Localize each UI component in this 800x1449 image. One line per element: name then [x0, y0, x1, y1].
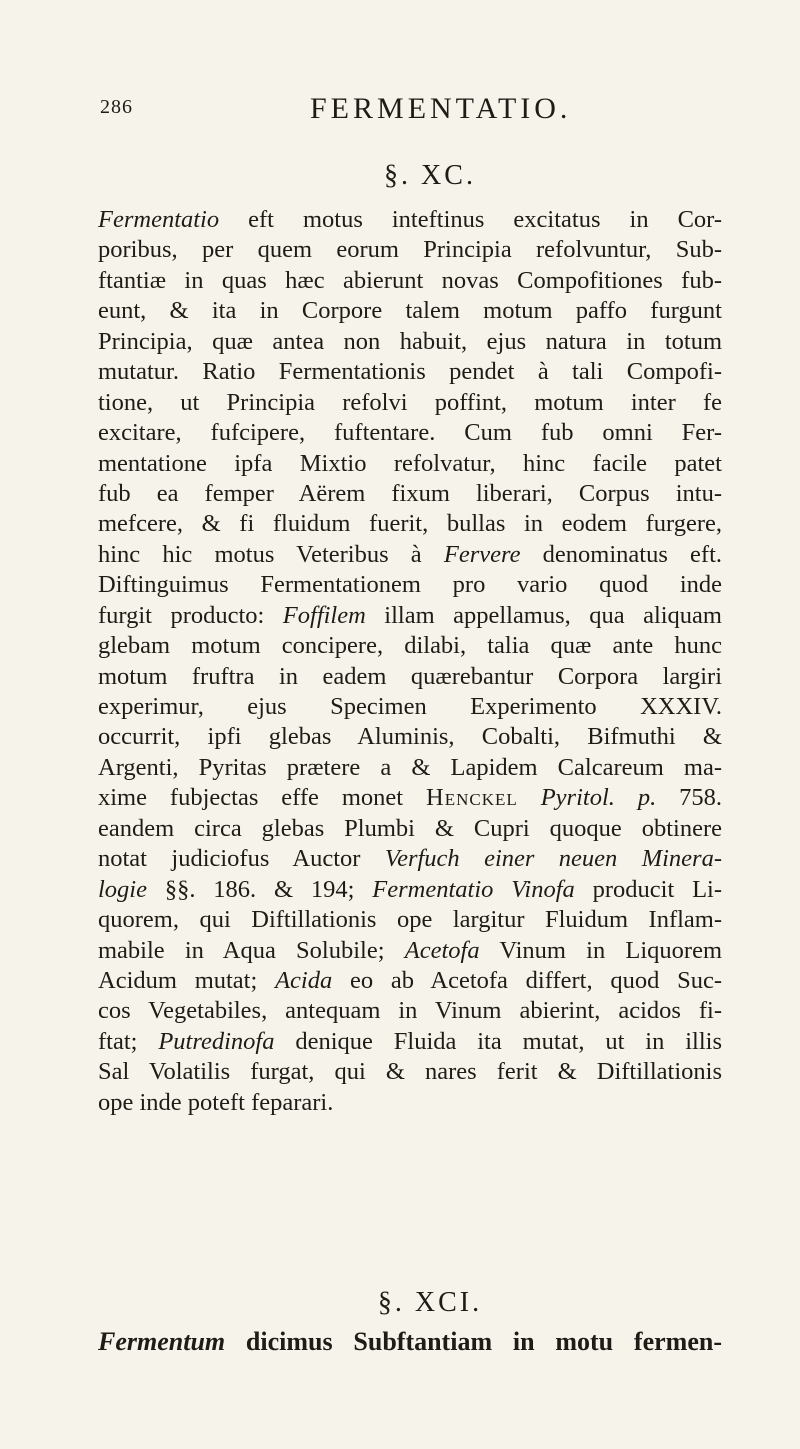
- text-line: [98, 875, 722, 905]
- text-run: notat judiciofus Auctor: [98, 845, 385, 873]
- text-line: [98, 357, 722, 387]
- italic-text: Foffilem: [282, 601, 366, 629]
- text-run: dicimus Subftantiam in motu fermen-: [225, 1327, 722, 1356]
- text-run: ftantiæ in quas hæc abierunt novas Compofitiones fub-: [98, 266, 722, 294]
- text-run: quorem, qui Diftillationis ope largitur Fluidum Inflam-: [98, 906, 722, 934]
- text-run: cos Vegetabiles, antequam in Vinum abierint, acidos fi-: [98, 997, 722, 1025]
- text-run: mentatione ipfa Mixtio refolvatur, hinc facile patet: [98, 449, 722, 477]
- text-line: [98, 631, 722, 661]
- text-line: [98, 814, 722, 844]
- section-xci-first-line: [98, 1327, 722, 1357]
- text-line: [98, 296, 722, 326]
- text-run: xime fubjectas effe monet: [98, 784, 427, 812]
- text-run: eandem circa glebas Plumbi & Cupri quoque obtinere: [98, 814, 722, 842]
- text-run: furgit producto:: [98, 601, 283, 629]
- text-run: Argenti, Pyritas prætere a & Lapidem Calcareum ma-: [98, 753, 722, 781]
- text-line: [98, 1057, 722, 1087]
- italic-text: Fermentum: [98, 1327, 226, 1356]
- text-line: [98, 936, 722, 966]
- text-line: [98, 966, 722, 996]
- text-line: [98, 570, 722, 600]
- italic-text: Acida: [275, 966, 333, 994]
- text-run: denominatus eft.: [520, 540, 723, 568]
- text-run: eo ab Acetofa differt, quod Suc-: [332, 966, 722, 994]
- text-run: mefcere, & fi fluidum fuerit, bullas in eodem furgere,: [98, 510, 722, 538]
- text-run: excitare, fufcipere, fuftentare. Cum fub omni Fer-: [98, 419, 722, 447]
- text-line: [98, 327, 722, 357]
- text-line: [98, 1027, 722, 1057]
- section-heading-xc: §. XC.: [384, 160, 476, 191]
- italic-text: logie: [98, 875, 147, 903]
- italic-text: Verfuch einer neuen Minera-: [384, 845, 722, 873]
- italic-text: Putredinofa: [158, 1027, 275, 1055]
- text-run: Principia, quæ antea non habuit, ejus natura in totum: [98, 327, 722, 355]
- text-line: [98, 509, 722, 539]
- text-line: [98, 235, 722, 265]
- text-run: denique Fluida ita mutat, ut in illis: [274, 1027, 722, 1055]
- text-run: glebam motum concipere, dilabi, talia quæ ante hunc: [98, 632, 722, 660]
- text-line: [98, 905, 722, 935]
- text-line: [98, 1088, 722, 1118]
- text-line: [98, 205, 722, 235]
- section-heading-xci: §. XCI.: [377, 1287, 483, 1318]
- text-run: eunt, & ita in Corpore talem motum paffo furgunt: [98, 297, 722, 325]
- text-run: occurrit, ipfi glebas Aluminis, Cobalti, Bifmuthi &: [98, 723, 722, 751]
- text-run: fub ea femper Aërem fixum liberari, Corpus intu-: [98, 479, 722, 507]
- text-line: [98, 844, 722, 874]
- italic-text: Fermentatio Vinofa: [372, 875, 575, 903]
- text-run: [518, 784, 541, 811]
- text-run: ftat;: [98, 1027, 159, 1055]
- text-run: Acidum mutat;: [98, 966, 276, 994]
- text-line: [98, 449, 722, 479]
- text-line: [98, 753, 722, 783]
- running-title: FERMENTATIO.: [310, 92, 572, 125]
- section-xc-paragraph: [98, 205, 722, 1118]
- text-line: [98, 388, 722, 418]
- text-line: [98, 418, 722, 448]
- text-run: Vinum in Liquorem: [479, 936, 723, 964]
- text-run: Diftinguimus Fermentationem pro vario quod inde: [98, 571, 722, 599]
- text-run: ope inde poteft feparari.: [98, 1088, 334, 1116]
- text-line: [98, 266, 722, 296]
- text-line: [98, 996, 722, 1026]
- text-line: [98, 783, 722, 813]
- text-line: [98, 1327, 722, 1356]
- text-run: motum fruftra in eadem quærebantur Corpora largiri: [98, 662, 722, 690]
- text-run: poribus, per quem eorum Principia refolvuntur, Sub-: [98, 236, 722, 264]
- running-head: [0, 92, 800, 132]
- text-line: [98, 540, 722, 570]
- text-run: illam appellamus, qua aliquam: [365, 601, 722, 629]
- italic-text: Fervere: [443, 540, 521, 568]
- text-line: [98, 479, 722, 509]
- text-run: tione, ut Principia refolvi poffint, motum inter fe: [98, 388, 722, 416]
- text-run: producit Li-: [574, 875, 723, 903]
- text-run: eft motus inteftinus excitatus in Cor-: [219, 206, 722, 233]
- text-line: [98, 601, 722, 631]
- text-run: mutatur. Ratio Fermentationis pendet à tali Compofi-: [98, 358, 722, 386]
- text-run: experimur, ejus Specimen Experimento XXXIV.: [98, 693, 722, 720]
- italic-text: Pyritol. p.: [540, 784, 657, 812]
- text-run: 758.: [656, 784, 723, 812]
- text-run: Sal Volatilis furgat, qui & nares ferit & Diftillationis: [98, 1058, 722, 1086]
- italic-text: Acetofa: [404, 936, 480, 964]
- text-line: [98, 662, 722, 692]
- small-caps-text: Henckel: [426, 784, 518, 812]
- italic-text: Fermentatio: [98, 206, 220, 233]
- text-run: mabile in Aqua Solubile;: [98, 936, 405, 964]
- page-number: 286: [100, 96, 133, 118]
- text-run: §§. 186. & 194;: [147, 875, 373, 903]
- text-run: hinc hic motus Veteribus à: [98, 540, 444, 568]
- text-line: [98, 722, 722, 752]
- text-line: [98, 692, 722, 722]
